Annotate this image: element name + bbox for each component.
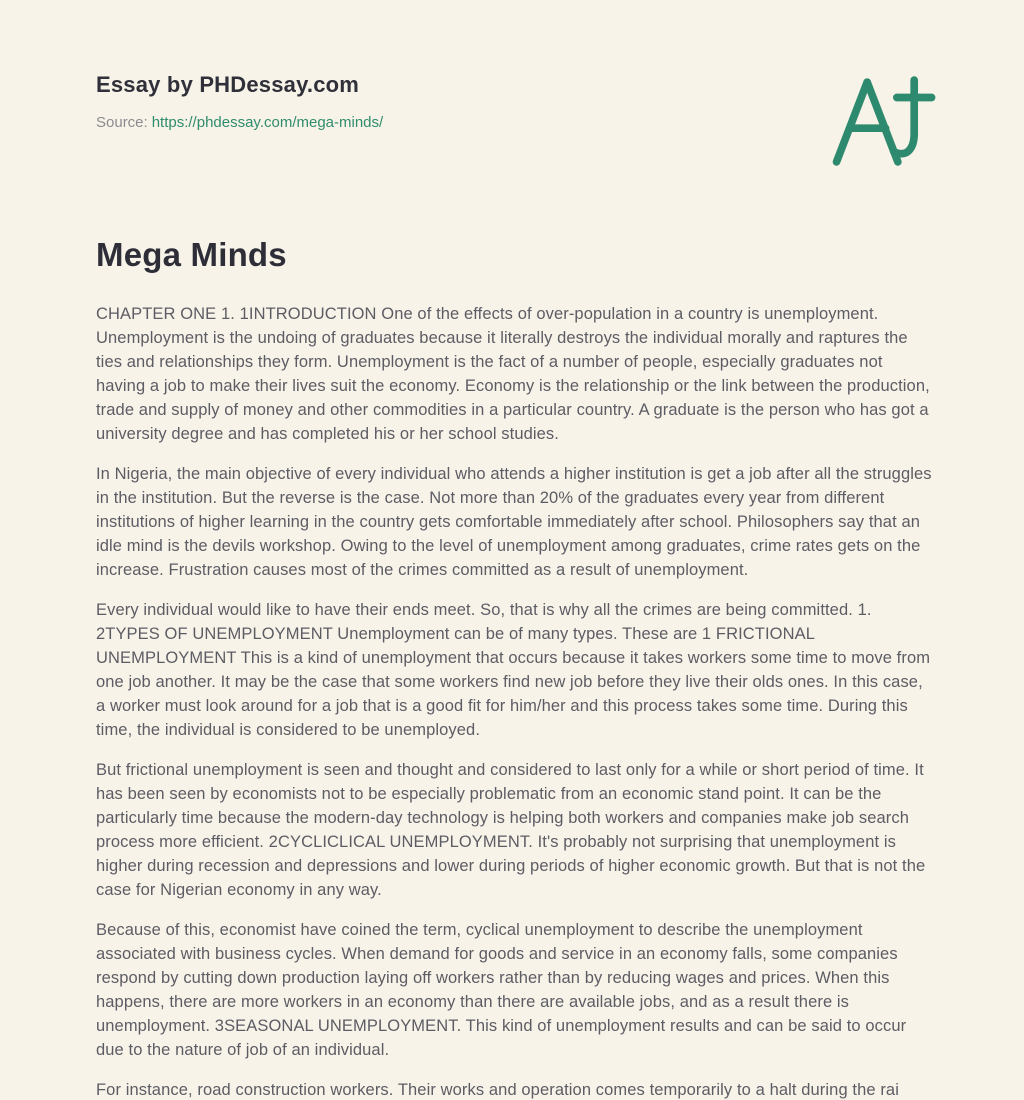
essay-page: [96, 0, 934, 1100]
essay-paragraph: For instance, road construction workers. Their works and operation comes temporarily to a halt during the rai: [96, 1081, 899, 1099]
header-title: Essay by PHDessay.com: [96, 72, 360, 97]
essay-paragraph: In Nigeria, the main objective of every individual who attends a higher institution is get a job after all the struggles in the institution. But the reverse is the case. Not more than 20% of the graduates every year from different institutions of higher learning in the country gets comfortable immediately after school. Philosophers say that an idle mind is the devils workshop. Owing to the level of unemployment among graduates, crime rates gets on the increase. Frustration causes most of the crimes committed as a result of unemployment.: [96, 465, 932, 579]
essay-body: [96, 302, 934, 1100]
essay-paragraph: Because of this, economist have coined the term, cyclical unemployment to describe the unemployment associated with business cycles. When demand for goods and service in an economy falls, some companies respond by cutting down production laying off workers rather than by reducing wages and prices. When this happens, there are more workers in an economy than there are available jobs, and as a result there is unemployment. 3SEASONAL UNEMPLOYMENT. This kind of unemployment results and can be said to occur due to the nature of job of an individual.: [96, 921, 907, 1059]
source-link[interactable]: https://phdessay.com/mega-minds/: [151, 114, 384, 131]
essay-paragraph: CHAPTER ONE 1. 1INTRODUCTION One of the effects of over-population in a country is unemployment. Unemployment is the undoing of graduates because it literally destroys the individual morally and raptures the ties and relationships they form. Unemployment is the fact of a number of people, especially graduates not having a job to make their lives suit the economy. Economy is the relationship or the link between the production, trade and supply of money and other commodities in a particular country. A graduate is the person who has got a university degree and has completed his or her school studies.: [96, 305, 930, 443]
essay-paragraph: But frictional unemployment is seen and thought and considered to last only for a while or short period of time. It has been seen by economists not to be especially problematic from an economic stand point. It can be the particularly time because the modern-day technology is helping both workers and companies make job search process more efficient. 2CYCLICLICAL UNEMPLOYMENT. It's probably not surprising that unemployment is higher during recession and depressions and lower during periods of higher economic growth. But that is not the case for Nigerian economy in any way.: [96, 761, 926, 899]
essay-paragraph: Every individual would like to have their ends meet. So, that is why all the crimes are being committed. 1. 2TYPES OF UNEMPLOYMENT Unemployment can be of many types. These are 1 FRICTIONAL UNEMPLOYMENT This is a kind of unemployment that occurs because it takes workers some time to move from one job another. It may be the case that some workers find new job before they live their olds ones. In this case, a worker must look around for a job that is a good fit for him/her and this process takes some time. During this time, the individual is considered to be unemployed.: [96, 601, 931, 739]
source-label: Source:: [96, 114, 148, 131]
header-text-block: [96, 72, 383, 131]
phdessay-a-plus-logo-icon: [828, 74, 936, 166]
essay-title: Mega Minds: [96, 236, 287, 273]
source-line: [96, 114, 383, 131]
page-header: [96, 72, 934, 166]
essay-main: [96, 236, 934, 1100]
